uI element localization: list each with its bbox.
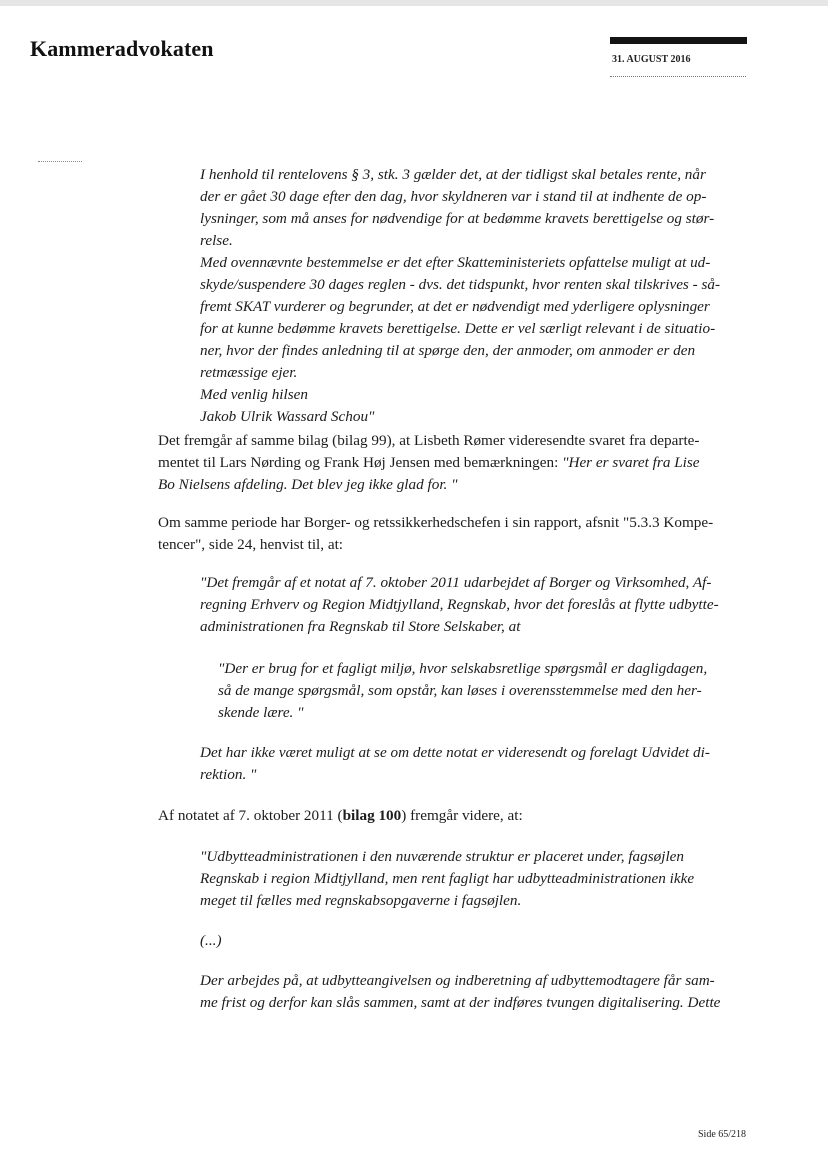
text-line: "Det fremgår af et notat af 7. oktober 2011 udarbejdet af Borger og Virksomhed, Af- [200,574,712,591]
text-line [158,452,752,474]
ellipsis-marker [200,930,748,952]
signature-line: Jakob Ulrik Wassard Schou" [200,408,375,425]
date-divider [610,76,746,77]
text-line: ner, hvor der findes anledning til at spørge den, der anmoder, om anmoder er den [200,342,696,359]
text-line: så de mange spørgsmål, som opstår, kan løses i overensstemmelse med den her- [218,682,702,699]
scan-top-edge [0,0,828,6]
text-line: lysninger, som må anses for nødvendige for at bedømme kravets berettigelse og stør- [200,210,715,227]
block-quote-udbytte [200,846,748,912]
paragraph-bilag-99 [158,430,752,496]
page-number: Side 65/218 [698,1129,747,1140]
text-run: mentet til Lars Nørding og Frank Høj Jensen med bemærkningen: [158,454,563,471]
block-quote-notat [200,572,748,638]
bilag-reference: bilag 100 [342,807,402,824]
margin-marker [38,161,82,162]
text-line: meget til fælles med regnskabsopgaverne i fagsøjlen. [200,892,522,909]
text-line: fremt SKAT vurderer og begrunder, at det er nødvendigt med yderligere oplysninger [200,298,710,315]
text-line [158,805,752,827]
quote-paragraph-interest-law [200,164,752,428]
text-line: I henhold til rentelovens § 3, stk. 3 gælder det, at der tidligst skal betales rente, når [200,166,706,183]
text-line: Det fremgår af samme bilag (bilag 99), at Lisbeth Rømer videresendte svaret fra departe- [158,432,700,449]
paragraph-report-reference [158,512,752,556]
text-line: Regnskab i region Midtjylland, men rent fagligt har udbytteadministrationen ikke [200,870,695,887]
text-line: me frist og derfor kan slås sammen, samt at der indføres tvungen digitalisering. Dette [200,994,721,1011]
text-line: skyde/suspendere 30 dages reglen - dvs. det tidspunkt, hvor renten skal tilskrives - så- [200,276,721,293]
text-line: Der arbejdes på, at udbytteangivelsen og indberetning af udbyttemodtagere får sam- [200,972,715,989]
text-line: Om samme periode har Borger- og retssikkerhedschefen i sin rapport, afsnit "5.3.3 Kompe- [158,514,714,531]
block-quote-deadline [200,970,748,1014]
text-line: tencer", side 24, henvist til, at: [158,536,344,553]
paragraph-bilag-100 [158,805,752,827]
block-quote-conclusion [200,742,748,786]
quoted-remark-line: Bo Nielsens afdeling. Det blev jeg ikke glad for. " [158,476,458,493]
text-line: relse. [200,232,233,249]
text-line: "Udbytteadministrationen i den nuværende struktur er placeret under, fagsøjlen [200,848,685,865]
closing-line: Med venlig hilsen [200,386,308,403]
date-bar [610,37,747,44]
text-line: der er gået 30 dage efter den dag, hvor skyldneren var i stand til at indhente de op- [200,188,707,205]
text-run: Af notatet af 7. oktober 2011 ( [158,807,343,824]
text-line: retmæssige ejer. [200,364,298,381]
text-line: regning Erhverv og Region Midtjylland, Regnskab, hvor det foreslås at flytte udbytte- [200,596,719,613]
text-line: "Der er brug for et fagligt miljø, hvor selskabsretlige spørgsmål er dagligdagen, [218,660,708,677]
brand-name: Kammeradvokaten [30,36,214,61]
nested-quote [218,658,750,724]
text-line: Med ovennævnte bestemmelse er det efter Skatteministeriets opfattelse muligt at ud- [200,254,711,271]
text-line: skende lære. " [218,704,304,721]
text-line: rektion. " [200,766,257,783]
text-line: administrationen fra Regnskab til Store Selskaber, at [200,618,521,635]
text-line: for at kunne bedømme kravets berettigelse. Dette er vel særligt relevant i de situatio- [200,320,716,337]
quoted-remark: "Her er svaret fra Lise [562,454,700,471]
document-date: 31. AUGUST 2016 [612,54,691,65]
text-run: ) fremgår videre, at: [401,807,523,824]
text-line: Det har ikke været muligt at se om dette notat er videresendt og forelagt Udvidet di- [200,744,710,761]
ellipsis: (...) [200,932,222,949]
